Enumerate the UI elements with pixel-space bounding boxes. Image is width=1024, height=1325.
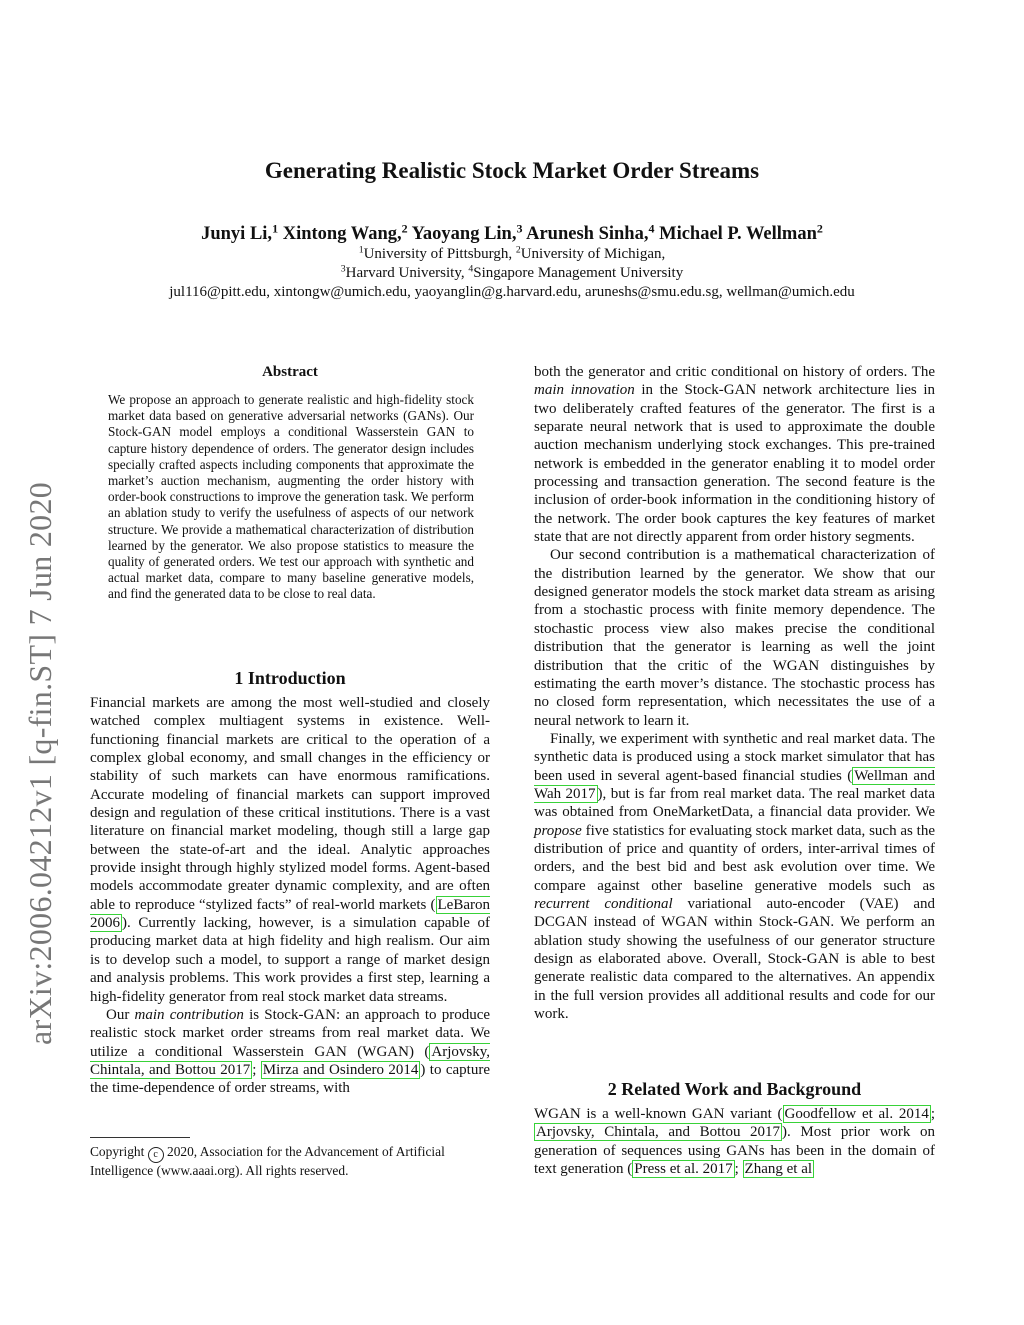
section-heading-introduction: 1 Introduction (234, 668, 346, 688)
citation-link[interactable]: Wellman and Wah 2017 (534, 767, 936, 802)
paragraph-text: Finally, we experiment with synthetic and real market data. The synthetic data is produced using a stock market simulator that has been used in several agent-based financial studies ( (534, 730, 935, 784)
citation-link[interactable]: Goodfellow et al. 2014 (784, 1106, 929, 1122)
copyright-symbol: c (148, 1147, 164, 1163)
author-name: Yaoyang Lin, (411, 224, 517, 244)
citation-separator: ; (252, 1061, 261, 1078)
intro-paragraph (534, 363, 935, 546)
author-affiliation-mark: 3 (516, 221, 523, 236)
affiliation-text: University of Michigan, (520, 246, 666, 262)
citation-link[interactable]: Arjovsky, Chintala, and Bottou 2017 (90, 1043, 490, 1078)
paragraph-text: ), but is far from real market data. The real market data was obtained from OneMarketData, a financial data provider. We (534, 785, 935, 821)
paragraph-text: both the generator and critic conditional on history of orders. The (534, 364, 935, 380)
affiliation-text: University of Pittsburgh, (363, 246, 516, 262)
author-affiliation-mark: 4 (648, 221, 655, 236)
section-heading-related-work: 2 Related Work and Background (607, 1079, 862, 1099)
right-column-body (534, 363, 935, 1023)
author-affiliation-mark: 2 (401, 221, 408, 236)
intro-paragraph: Our second contribution is a mathematical characterization of the distribution learned by the generator. We show that our designed generator models the stock market data stream as arising from a stochastic process with finite memory dependence. The stochastic process view also makes precise the conditional distribution that the generator is learning as well the joint distribution that the critic of the WGAN distinguishes by estimating the earth mover’s distance. The stochastic process has no closed form representation, which necessitates the use of a neural network to learn it. (534, 547, 935, 729)
citation-link[interactable]: Mirza and Osindero 2014 (262, 1061, 419, 1078)
paragraph-text: Our (106, 1006, 135, 1023)
author-emails: jul116@pitt.edu, xintongw@umich.edu, yaoyanglin@g.harvard.edu, aruneshs@smu.edu.sg, wellman@umich.edu (169, 284, 855, 300)
related-work-body (534, 1105, 935, 1178)
author-name: Junyi Li, (201, 224, 273, 244)
footnote-text: 2020, Association for the Advancement of Artificial Intelligence (www.aaai.org). All rights reserved. (90, 1144, 445, 1178)
related-work-paragraph (534, 1105, 935, 1178)
citation-link[interactable]: LeBaron 2006 (90, 896, 490, 932)
arxiv-identifier-stamp: arXiv:2006.04212v1 [q-fin.ST] 7 Jun 2020 (22, 481, 58, 1045)
paragraph-text: Financial markets are among the most well-studied and closely watched complex multiagent systems in existence. Well-functioning financial markets are critical to the operation of a complex global economy, and small changes in the efficiency or stability of such markets can have enormous ramifications. Accurate modeling of financial markets can support improved design and regulation of these critical institutions. There is a vast literature on financial market modeling, though still a large gap between the state-of-art and the ideal. Analytic approaches provide insight through highly stylized model forms. Agent-based models accommodate greater dynamic complexity, and are often able to reproduce “stylized facts” of real-world markets ( (90, 695, 490, 913)
paragraph-text: ). Most prior work on generation of sequences using GANs has been in the domain of text generation ( (534, 1124, 935, 1178)
paragraph-text: in the Stock-GAN network architecture lies in two deliberately crafted features of the generator. The first is a separate neural network that is used to approximate the double auction mechanism underlying stock exchanges. This pre-trained network is embedded in the generator enabling it to model order processing and transaction generation. The second feature is the inclusion of order-book information in the conditioning history of the network. The order book captures the key features of market state that are not directly apparent from order history segments. (534, 382, 935, 546)
author-affiliation-mark: 1 (272, 221, 279, 236)
emphasis-text: recurrent conditional (534, 895, 673, 912)
intro-paragraph (90, 1006, 490, 1098)
abstract-text: We propose an approach to generate realistic and high-fidelity stock market data based on generative adversarial networks (GANs). Our Stock-GAN model employs a conditional Wasserstein GAN to capture history dependence of orders. The generator design includes specially crafted aspects including components that approximate the market’s auction mechanism, augmenting the order history with order-book constructions to improve the generation task. We perform an ablation study to verify the usefulness of aspects of our network structure. We provide a mathematical characterization of distribution learned by the generator. We also propose statistics to measure the quality of generated orders. We test our approach with synthetic and actual market data, compare to many baseline generative models, and find the generated data to be close to real data. (108, 392, 474, 602)
affiliation-text: Singapore Management University (473, 265, 684, 281)
emphasis-text: main contribution (134, 1006, 244, 1023)
author-name: Xintong Wang, (282, 224, 402, 244)
intro-paragraph (90, 694, 490, 1006)
paragraph-text: WGAN is a well-known GAN variant ( (534, 1106, 783, 1122)
paragraph-text: five statistics for evaluating stock market data, such as the distribution of price and quantity of orders, inter-arrival times of orders, and the best bid and best ask evolution over time. We compare against other baseline generative models such as (534, 822, 935, 894)
citation-separator: ; (734, 1161, 743, 1178)
affiliation-text: Harvard University, (345, 265, 469, 281)
footnote-rule (90, 1137, 190, 1138)
author-list (0, 221, 1024, 245)
paper-title: Generating Realistic Stock Market Order Streams (264, 158, 760, 183)
intro-paragraph (534, 730, 935, 1024)
affiliation-mark: 2 (515, 244, 521, 256)
left-column-body (90, 694, 490, 1098)
emphasis-text: main innovation (534, 382, 635, 399)
paragraph-text: ) to capture the time-dependence of order streams, with (90, 1061, 490, 1097)
citation-link[interactable]: Arjovsky, Chintala, and Bottou 2017 (536, 1124, 781, 1141)
affiliation-mark: 3 (340, 263, 346, 275)
citation-link[interactable]: Press et al. 2017 (634, 1161, 733, 1178)
author-affiliation-mark: 2 (816, 221, 823, 236)
citation-separator: ; (930, 1106, 935, 1122)
paragraph-text: variational auto-encoder (VAE) and DCGAN instead of WGAN within Stock-GAN. We perform an ablation study showing the usefulness of our generator structure design as elaborated above. Overall, Stock-GAN is able to best generate realistic data compared to the alternatives. An appendix in the full version provides all additional results and code for our work. (534, 895, 935, 1023)
abstract-heading: Abstract (262, 364, 318, 380)
affiliation-mark: 4 (468, 263, 474, 275)
affiliation-line (0, 246, 1024, 263)
emphasis-text: propose (534, 822, 582, 839)
copyright-footnote (90, 1144, 490, 1180)
affiliation-line (0, 265, 1024, 282)
author-name: Arunesh Sinha, (526, 224, 649, 244)
citation-link[interactable]: Zhang et al (744, 1161, 813, 1178)
paragraph-text: is Stock-GAN: an approach to produce realistic stock market order streams from real market data. We utilize a conditional Wasserstein GAN (WGAN) ( (90, 1006, 491, 1060)
footnote-text: Copyright (90, 1144, 148, 1159)
paragraph-text: ). Currently lacking, however, is a simulation capable of producing market data at high fidelity and high realism. Our aim is to develop such a model, to support a range of market design and analysis problems. This work provides a first step, learning a high-fidelity generator from real stock market data streams. (90, 915, 490, 1005)
author-name: Michael P. Wellman (659, 224, 817, 244)
affiliation-mark: 1 (358, 244, 364, 256)
